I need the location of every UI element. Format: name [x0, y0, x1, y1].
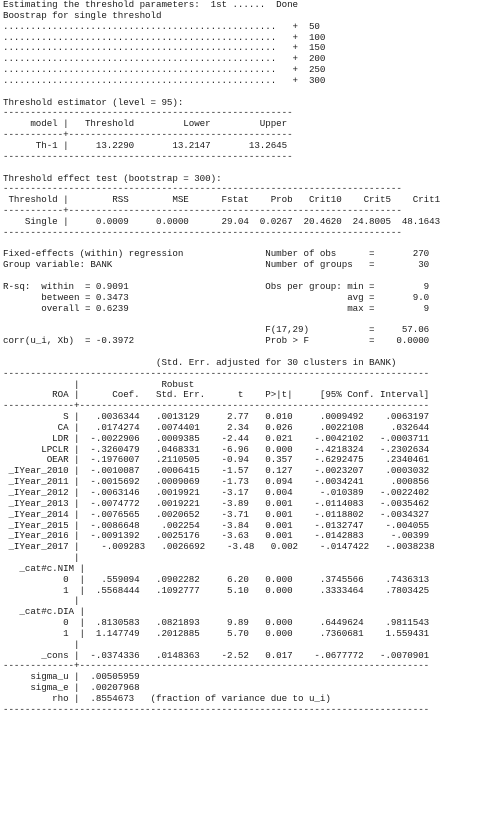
output-line: _IYear_2011 | -.0015692 .0009069 -1.73 0.094 -.0034241 .000856 — [3, 476, 430, 488]
output-line: S | .0036344 .0013129 2.77 0.010 .0009492 .0063197 — [3, 411, 430, 423]
output-line: sigma_e | .00207968 — [3, 682, 140, 694]
output-line: | — [3, 595, 80, 607]
output-line: _IYear_2010 | -.0010087 .0006415 -1.57 0.127 -.0023207 .0003032 — [3, 465, 430, 477]
output-line: _cons | -.0374336 .0148363 -2.52 0.017 -.0677772 -.0070901 — [3, 649, 430, 661]
output-line: Single | 0.0009 0.0000 29.04 0.0267 20.4620 24.8005 48.1643 — [3, 215, 441, 227]
output-line: R-sq: within = 0.9091 Obs per group: min = 9 — [3, 280, 430, 292]
output-line: rho | .8554673 (fraction of variance due to u_i) — [3, 693, 331, 704]
output-line: Threshold estimator (level = 95): — [3, 96, 184, 108]
output-line: 1 | 1.147749 .2012885 5.70 0.000 .7360681 1.559431 — [3, 627, 430, 639]
output-line: _cat#c.NIM | — [3, 562, 85, 574]
output-line: -----------+----------------------------------------- — [3, 129, 293, 141]
output-line: LDR | -.0022906 .0009385 -2.44 0.021 -.0042102 -.0003711 — [3, 432, 430, 444]
output-line: .................................................. + 300 — [3, 74, 326, 86]
output-line: Fixed-effects (within) regression Number of obs = 270 — [3, 248, 430, 260]
output-line: .................................................. + 100 — [3, 31, 326, 43]
output-line: ROA | Coef. Std. Err. t P>|t| [95% Conf. Interval] — [3, 389, 430, 401]
output-line: ----------------------------------------------------- — [3, 107, 293, 119]
output-line: 0 | .8130583 .0821893 9.89 0.000 .6449624 .9811543 — [3, 617, 430, 629]
output-line: _IYear_2016 | -.0091392 .0025176 -3.63 0.001 -.0142883 -.00399 — [3, 530, 430, 542]
output-line: ------------------------------------------------------------------------------ — [3, 703, 430, 715]
output-line: _IYear_2012 | -.0063146 .0019921 -3.17 0.004 -.010389 -.0022402 — [3, 486, 430, 498]
output-line: .................................................. + 150 — [3, 42, 326, 54]
output-line: .................................................. + 50 — [3, 20, 320, 32]
output-line: LPCLR | -.3260479 .0468331 -6.96 0.000 -.4218324 -.2302634 — [3, 443, 430, 455]
output-line: | — [3, 638, 80, 650]
output-line: _cat#c.DIA | — [3, 606, 85, 618]
output-line: ------------------------------------------------------------------------- — [3, 183, 402, 195]
output-line: _IYear_2017 | -.009283 .0026692 -3.48 0.002 -.0147422 -.0038238 — [3, 541, 435, 553]
output-line: 1 | .5568444 .1092777 5.10 0.000 .3333464 .7803425 — [3, 584, 430, 596]
output-line: OEAR | -.1976007 .2110505 -0.94 0.357 -.6292475 .2340461 — [3, 454, 430, 466]
output-line: Boostrap for single threshold — [3, 9, 162, 21]
output-line: ------------------------------------------------------------------------- — [3, 226, 402, 238]
output-line — [3, 163, 504, 174]
output-line: Group variable: BANK Number of groups = 30 — [3, 259, 430, 271]
output-line: ----------------------------------------------------- — [3, 150, 293, 162]
output-line: | — [3, 552, 80, 564]
output-line: .................................................. + 200 — [3, 53, 326, 65]
output-line: Estimating the threshold parameters: 1st ...... Done — [3, 0, 299, 10]
output-line: Threshold effect test (bootstrap = 300): — [3, 172, 222, 184]
output-line: sigma_u | .00505959 — [3, 671, 140, 683]
output-line: ------------------------------------------------------------------------------ — [3, 367, 430, 379]
output-line: between = 0.3473 avg = 9.0 — [3, 291, 430, 303]
output-line: -------------+---------------------------------------------------------------- — [3, 400, 430, 412]
output-line: CA | .0174274 .0074401 2.34 0.026 .0022108 .032644 — [3, 421, 430, 433]
output-line: (Std. Err. adjusted for 30 clusters in BANK) — [3, 356, 397, 368]
output-line: -----------+------------------------------------------------------------- — [3, 205, 402, 217]
output-line: 0 | .559094 .0902282 6.20 0.000 .3745566 .7436313 — [3, 573, 430, 585]
output-line: overall = 0.6239 max = 9 — [3, 302, 430, 314]
output-line: -------------+---------------------------------------------------------------- — [3, 660, 430, 672]
output-line: _IYear_2015 | -.0086648 .002254 -3.84 0.001 -.0132747 -.004055 — [3, 519, 430, 531]
output-line — [3, 87, 504, 98]
output-line: .................................................. + 250 — [3, 64, 326, 76]
output-line: Th-1 | 13.2290 13.2147 13.2645 — [3, 139, 288, 151]
output-line: corr(u_i, Xb) = -0.3972 Prob > F = 0.0000 — [3, 335, 430, 347]
output-line: F(17,29) = 57.06 — [3, 324, 430, 336]
output-line: Threshold | RSS MSE Fstat Prob Crit10 Crit5 Crit1 — [3, 194, 441, 206]
output-line: _IYear_2014 | -.0076565 .0020652 -3.71 0.001 -.0118802 -.0034327 — [3, 508, 430, 520]
output-line: | Robust — [3, 378, 195, 390]
output-line: _IYear_2013 | -.0074772 .0019221 -3.89 0.001 -.0114083 -.0035462 — [3, 497, 430, 509]
output-line: model | Threshold Lower Upper — [3, 118, 288, 130]
